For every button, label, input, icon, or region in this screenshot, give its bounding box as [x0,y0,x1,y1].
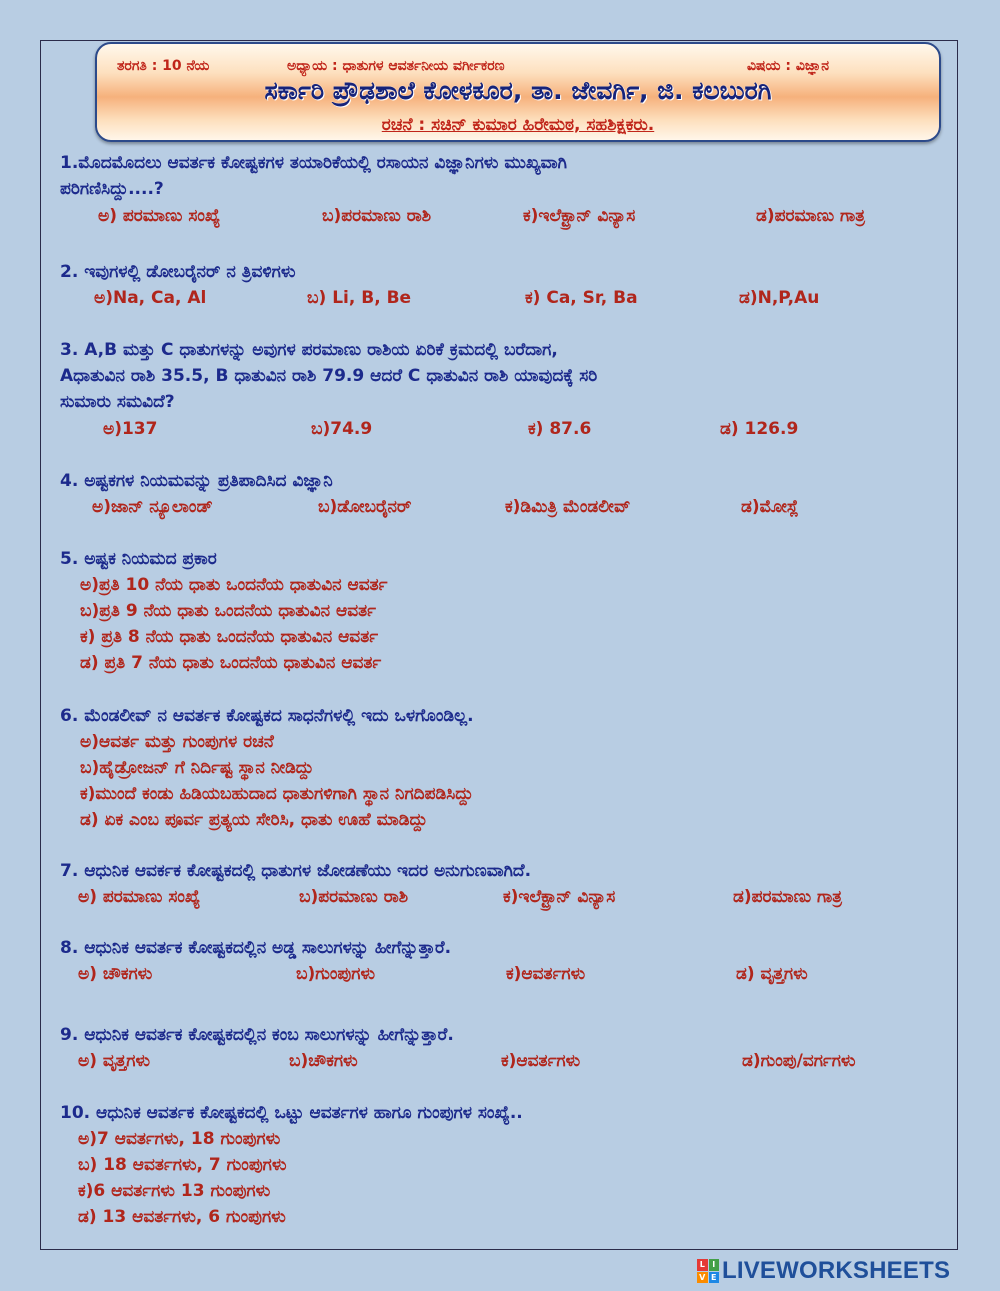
question-4-line-1: 4. ಅಷ್ಟಕಗಳ ನಿಯಮವನ್ನು ಪ್ರತಿಪಾದಿಸಿದ ವಿಜ್ಞಾನಿ [60,471,333,491]
question-2-line-1: 2. ಇವುಗಳಲ್ಲಿ ಡೋಬರೈನರ್ ನ ತ್ರಿವಳಿಗಳು [60,262,296,282]
q9-option-a[interactable]: ಅ) ವೃತ್ತಗಳು [78,1051,151,1071]
question-10-line-1: 10. ಆಧುನಿಕ ಆವರ್ತಕ ಕೋಷ್ಟಕದಲ್ಲಿ ಒಟ್ಟು ಆವರ್ತಗಳ ಹಾಗೂ ಗುಂಪುಗಳ ಸಂಖ್ಯೆ.. [60,1103,523,1123]
q4-option-b[interactable]: ಬ)ಡೋಬರೈನರ್ [318,497,412,517]
q4-option-d[interactable]: ಡ)ಮೋಸ್ಲೆ [741,497,799,517]
q2-option-c[interactable]: ಕ) Ca, Sr, Ba [525,288,638,308]
logo-letter-v: V [697,1272,708,1284]
q9-option-b[interactable]: ಬ)ಚೌಕಗಳು [289,1051,358,1071]
q1-option-a[interactable]: ಅ) ಪರಮಾಣು ಸಂಖ್ಯೆ [98,206,221,226]
q10-option-a[interactable]: ಅ)7 ಆವರ್ತಗಳು, 18 ಗುಂಪುಗಳು [78,1129,281,1149]
subject-label: ವಿಷಯ : ವಿಜ್ಞಾನ [747,58,830,74]
q3-option-c[interactable]: ಕ) 87.6 [528,419,592,439]
q5-option-b[interactable]: ಬ)ಪ್ರತಿ 9 ನೆಯ ಧಾತು ಒಂದನೆಯ ಧಾತುವಿನ ಆವರ್ತ [80,601,376,621]
q6-option-c[interactable]: ಕ)ಮುಂದೆ ಕಂಡು ಹಿಡಿಯಬಹುದಾದ ಧಾತುಗಳಿಗಾಗಿ ಸ್ಥಾನ ನಿಗದಿಪಡಿಸಿದ್ದು [80,784,474,804]
liveworksheets-brand[interactable] [697,1258,950,1284]
logo-letter-l: L [697,1259,708,1271]
question-3-line-1: 3. A,B ಮತ್ತು C ಧಾತುಗಳನ್ನು ಅವುಗಳ ಪರಮಾಣು ರಾಶಿಯ ಏರಿಕೆ ಕ್ರಮದಲ್ಲಿ ಬರೆದಾಗ, [60,340,558,360]
q6-option-a[interactable]: ಅ)ಆವರ್ತ ಮತ್ತು ಗುಂಪುಗಳ ರಚನೆ [80,732,274,752]
q10-option-c[interactable]: ಕ)6 ಆವರ್ತಗಳು 13 ಗುಂಪುಗಳು [78,1181,271,1201]
logo-letter-e: E [709,1272,720,1284]
brand-name: LIVEWORKSHEETS [722,1257,951,1284]
q9-option-d[interactable]: ಡ)ಗುಂಪು/ವರ್ಗಗಳು [742,1051,856,1071]
question-1-line-1: 1.ಮೊದಮೊದಲು ಆವರ್ತಕ ಕೋಷ್ಟಕಗಳ ತಯಾರಿಕೆಯಲ್ಲಿ ರಸಾಯನ ವಿಜ್ಞಾನಿಗಳು ಮುಖ್ಯವಾಗಿ [60,153,567,173]
school-name: ಸರ್ಕಾರಿ ಪ್ರೌಢಶಾಲೆ ಕೋಳಕೂರ, ತಾ. ಜೇವರ್ಗಿ, ಜಿ. ಕಲಬುರಗಿ [264,76,772,105]
q4-option-a[interactable]: ಅ)ಜಾನ್ ನ್ಯೂಲಾಂಡ್ [92,497,213,517]
q3-option-b[interactable]: ಬ)74.9 [311,419,373,439]
question-9-line-1: 9. ಆಧುನಿಕ ಆವರ್ತಕ ಕೋಷ್ಟಕದಲ್ಲಿನ ಕಂಬ ಸಾಲುಗಳನ್ನು ಹೀಗೆನ್ನುತ್ತಾರೆ. [60,1025,454,1045]
q4-option-c[interactable]: ಕ)ಡಿಮಿತ್ರಿ ಮೆಂಡಲೀವ್ [505,497,631,517]
q6-option-d[interactable]: ಡ) ಏಕ ಎಂಬ ಪೂರ್ವ ಪ್ರತ್ಯಯ ಸೇರಿಸಿ, ಧಾತು ಊಹೆ ಮಾಡಿದ್ದು [80,810,428,830]
chapter-label: ಅಧ್ಯಾಯ : ಧಾತುಗಳ ಆವರ್ತನೀಯ ವರ್ಗೀಕರಣ [287,58,505,74]
q9-option-c[interactable]: ಕ)ಆವರ್ತಗಳು [501,1051,581,1071]
worksheet-header [95,42,941,142]
q8-option-b[interactable]: ಬ)ಗುಂಪುಗಳು [296,964,376,984]
author-line: ರಚನೆ : ಸಚಿನ್ ಕುಮಾರ ಹಿರೇಮಠ, ಸಹಶಿಕ್ಷಕರು. [381,115,655,135]
question-3-line-3: ಸುಮಾರು ಸಮವಿದೆ? [60,392,175,412]
q7-option-b[interactable]: ಬ)ಪರಮಾಣು ರಾಶಿ [299,887,409,907]
liveworksheets-logo-icon [697,1259,719,1283]
q3-option-a[interactable]: ಅ)137 [103,419,158,439]
q7-option-c[interactable]: ಕ)ಇಲೆಕ್ಟ್ರಾನ್ ವಿನ್ಯಾಸ [503,887,616,907]
q1-option-d[interactable]: ಡ)ಪರಮಾಣು ಗಾತ್ರ [756,206,865,226]
logo-letter-i: I [709,1259,720,1271]
q5-option-c[interactable]: ಕ) ಪ್ರತಿ 8 ನೆಯ ಧಾತು ಒಂದನೆಯ ಧಾತುವಿನ ಆವರ್ತ [80,627,379,647]
question-8-line-1: 8. ಆಧುನಿಕ ಆವರ್ತಕ ಕೋಷ್ಟಕದಲ್ಲಿನ ಅಡ್ಡ ಸಾಲುಗಳನ್ನು ಹೀಗೆನ್ನುತ್ತಾರೆ. [60,938,452,958]
question-1-line-2: ಪರಿಗಣಿಸಿದ್ದು....? [60,179,164,199]
q10-option-b[interactable]: ಬ) 18 ಆವರ್ತಗಳು, 7 ಗುಂಪುಗಳು [78,1155,287,1175]
q1-option-b[interactable]: ಬ)ಪರಮಾಣು ರಾಶಿ [322,206,432,226]
q5-option-d[interactable]: ಡ) ಪ್ರತಿ 7 ನೆಯ ಧಾತು ಒಂದನೆಯ ಧಾತುವಿನ ಆವರ್ತ [80,653,382,673]
q2-option-d[interactable]: ಡ)N,P,Au [739,288,820,308]
q8-option-c[interactable]: ಕ)ಆವರ್ತಗಳು [506,964,586,984]
q3-option-d[interactable]: ಡ) 126.9 [720,419,799,439]
question-5-line-1: 5. ಅಷ್ಟಕ ನಿಯಮದ ಪ್ರಕಾರ [60,549,217,569]
q1-option-c[interactable]: ಕ)ಇಲೆಕ್ಟ್ರಾನ್ ವಿನ್ಯಾಸ [523,206,636,226]
q7-option-a[interactable]: ಅ) ಪರಮಾಣು ಸಂಖ್ಯೆ [78,887,201,907]
question-3-line-2: Aಧಾತುವಿನ ರಾಶಿ 35.5, B ಧಾತುವಿನ ರಾಶಿ 79.9 ಆದರೆ C ಧಾತುವಿನ ರಾಶಿ ಯಾವುದಕ್ಕೆ ಸರಿ [60,366,598,386]
q5-option-a[interactable]: ಅ)ಪ್ರತಿ 10 ನೆಯ ಧಾತು ಒಂದನೆಯ ಧಾತುವಿನ ಆವರ್ತ [80,575,388,595]
q8-option-a[interactable]: ಅ) ಚೌಕಗಳು [78,964,153,984]
q6-option-b[interactable]: ಬ)ಹೈಡ್ರೋಜನ್ ಗೆ ನಿರ್ದಿಷ್ಟ ಸ್ಥಾನ ನೀಡಿದ್ದು [80,758,314,778]
question-7-line-1: 7. ಆಧುನಿಕ ಆವರ್ಕಕ ಕೋಷ್ಟಕದಲ್ಲಿ ಧಾತುಗಳ ಜೋಡಣೆಯು ಇದರ ಅನುಗುಣವಾಗಿದೆ. [60,861,532,881]
q2-option-a[interactable]: ಅ)Na, Ca, Al [94,288,207,308]
q2-option-b[interactable]: ಬ) Li, B, Be [307,288,412,308]
grade-label: ತರಗತಿ : 10 ನೆಯ [117,58,210,74]
q8-option-d[interactable]: ಡ) ವೃತ್ತಗಳು [736,964,808,984]
q10-option-d[interactable]: ಡ) 13 ಆವರ್ತಗಳು, 6 ಗುಂಪುಗಳು [78,1207,286,1227]
question-6-line-1: 6. ಮೆಂಡಲೀವ್ ನ ಆವರ್ತಕ ಕೋಷ್ಟಕದ ಸಾಧನೆಗಳಲ್ಲಿ ಇದು ಒಳಗೊಂಡಿಲ್ಲ. [60,706,474,726]
q7-option-d[interactable]: ಡ)ಪರಮಾಣು ಗಾತ್ರ [733,887,842,907]
